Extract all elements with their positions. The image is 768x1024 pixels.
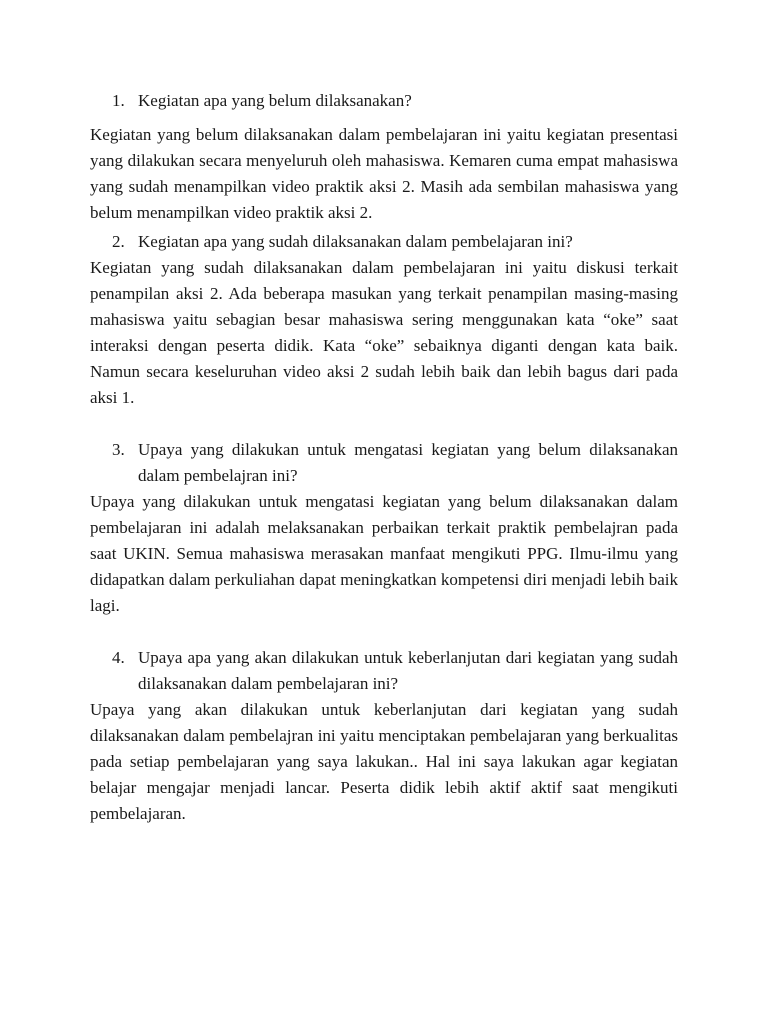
question-3	[90, 437, 678, 489]
question-number: 2.	[112, 232, 125, 251]
document-body	[90, 88, 678, 827]
question-4	[90, 645, 678, 697]
question-number: 1.	[112, 91, 125, 110]
question-number: 3.	[112, 440, 125, 459]
answer-3: Upaya yang dilakukan untuk mengatasi kegiatan yang belum dilaksanakan dalam pembelajaran ini adalah melaksanakan perbaikan terkait praktik pembelajran pada saat UKIN. Semua mahasiswa merasakan manfaat mengikuti PPG. Ilmu-ilmu yang didapatkan dalam perkuliahan dapat meningkatkan kompetensi diri menjadi lebih baik lagi.	[90, 492, 678, 615]
answer-4: Upaya yang akan dilakukan untuk keberlanjutan dari kegiatan yang sudah dilaksanakan dalam pembelajran ini yaitu menciptakan pembelajaran yang berkualitas pada setiap pembelajaran yang saya lakukan.. Hal ini saya lakukan agar kegiatan belajar mengajar menjadi lancar. Peserta didik lebih aktif aktif saat mengikuti pembelajaran.	[90, 700, 678, 823]
question-1	[90, 88, 678, 114]
answer-1: Kegiatan yang belum dilaksanakan dalam pembelajaran ini yaitu kegiatan presentasi yang dilakukan secara menyeluruh oleh mahasiswa. Kemaren cuma empat mahasiswa yang sudah menampilkan video praktik aksi 2. Masih ada sembilan mahasiswa yang belum menampilkan video praktik aksi 2.	[90, 125, 678, 222]
question-text: Upaya apa yang akan dilakukan untuk keberlanjutan dari kegiatan yang sudah dilaksanakan dalam pembelajaran ini?	[138, 648, 678, 693]
question-text: Upaya yang dilakukan untuk mengatasi kegiatan yang belum dilaksanakan dalam pembelajran ini?	[138, 440, 678, 485]
answer-2: Kegiatan yang sudah dilaksanakan dalam pembelajaran ini yaitu diskusi terkait penampilan aksi 2. Ada beberapa masukan yang terkait penampilan masing-masing mahasiswa yaitu sebagian besar mahasiswa sering menggunakan kata “oke” saat interaksi dengan peserta didik. Kata “oke” sebaiknya diganti dengan kata baik. Namun secara keseluruhan video aksi 2 sudah lebih baik dan lebih bagus dari pada aksi 1.	[90, 258, 678, 407]
question-text: Kegiatan apa yang sudah dilaksanakan dalam pembelajaran ini?	[138, 232, 573, 251]
question-2	[90, 229, 678, 255]
question-number: 4.	[112, 648, 125, 667]
question-text: Kegiatan apa yang belum dilaksanakan?	[138, 91, 412, 110]
